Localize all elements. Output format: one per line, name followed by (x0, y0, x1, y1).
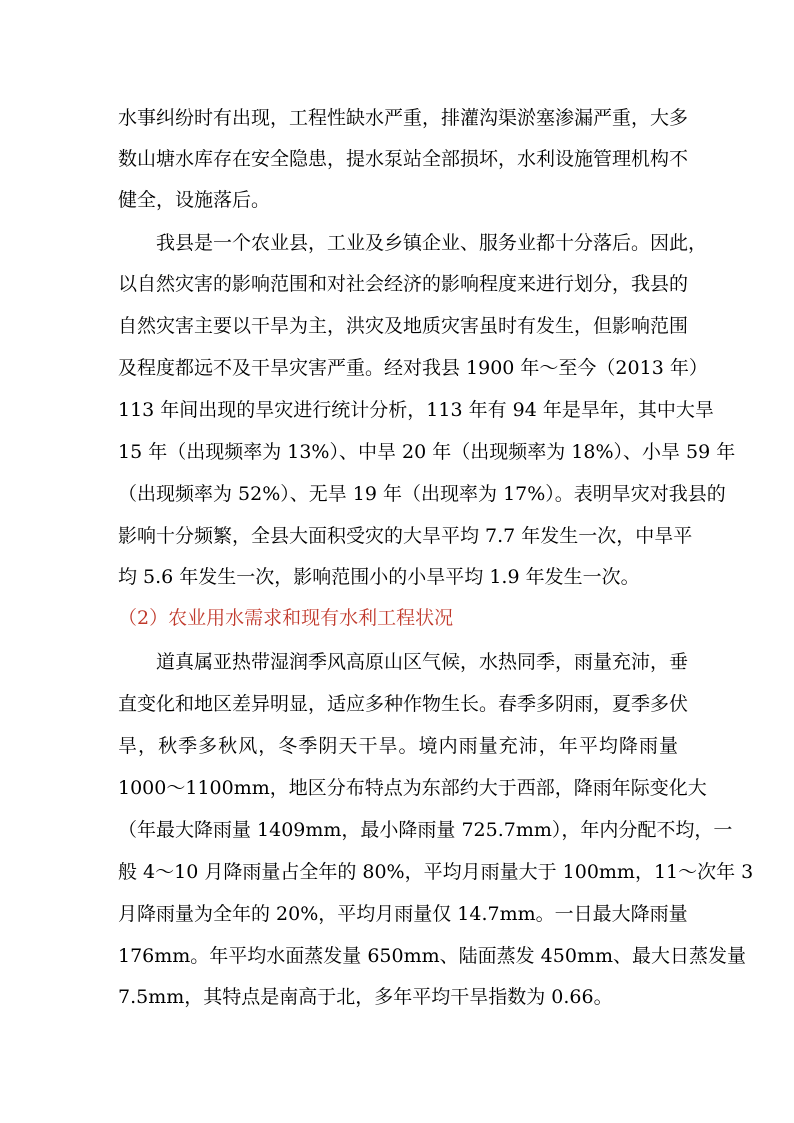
text-line: 月降雨量为全年的 20%，平均月雨量仅 14.7mm。一日最大降雨量 (118, 903, 688, 925)
text-line: 旱，秋季多秋风，冬季阴天干旱。境内雨量充沛，年平均降雨量 (118, 735, 678, 757)
text-line: 7.5mm，其特点是南高于北，多年平均干旱指数为 0.66。 (118, 986, 613, 1008)
text-line: 健全，设施落后。 (118, 189, 271, 211)
text-line: 般 4～10 月降雨量占全年的 80%，平均月雨量大于 100mm，11～次年 3 (118, 861, 754, 883)
text-line: 水事纠纷时有出现，工程性缺水严重，排灌沟渠淤塞渗漏严重，大多 (118, 107, 689, 129)
text-line: 及程度都远不及干旱灾害严重。经对我县 1900 年～至今（2013 年） (118, 357, 708, 379)
text-line: 176mm。年平均水面蒸发量 650mm、陆面蒸发 450mm、最大日蒸发量 (118, 945, 746, 967)
text-line: 1000～1100mm，地区分布特点为东部约大于西部，降雨年际变化大 (118, 777, 707, 799)
text-line: 以自然灾害的影响范围和对社会经济的影响程度来进行划分，我县的 (118, 273, 689, 295)
text-line: （年最大降雨量 1409mm，最小降雨量 725.7mm），年内分配不均，一 (118, 819, 733, 841)
text-line: 道真属亚热带湿润季风高原山区气候，水热同季，雨量充沛，垂 (118, 651, 689, 673)
text-line: 数山塘水库存在安全隐患，提水泵站全部损坏，水利设施管理机构不 (118, 148, 689, 170)
text-line: 影响十分频繁，全县大面积受灾的大旱平均 7.7 年发生一次，中旱平 (118, 525, 693, 547)
text-line: 15 年（出现频率为 13%）、中旱 20 年（出现频率为 18%）、小旱 59 年 (118, 441, 736, 463)
text-line: 自然灾害主要以干旱为主，洪灾及地质灾害虽时有发生，但影响范围 (118, 315, 689, 337)
text-line: 直变化和地区差异明显，适应多种作物生长。春季多阴雨，夏季多伏 (118, 693, 689, 715)
text-line: （出现频率为 52%）、无旱 19 年（出现率为 17%）。表明旱灾对我县的 (118, 483, 726, 505)
text-line: 113 年间出现的旱灾进行统计分析，113 年有 94 年是旱年，其中大旱 (118, 399, 714, 421)
text-line: 我县是一个农业县，工业及乡镇企业、服务业都十分落后。因此， (118, 232, 708, 254)
text-line: 均 5.6 年发生一次，影响范围小的小旱平均 1.9 年发生一次。 (118, 566, 640, 588)
section-heading: （2）农业用水需求和现有水利工程状况 (118, 607, 454, 629)
